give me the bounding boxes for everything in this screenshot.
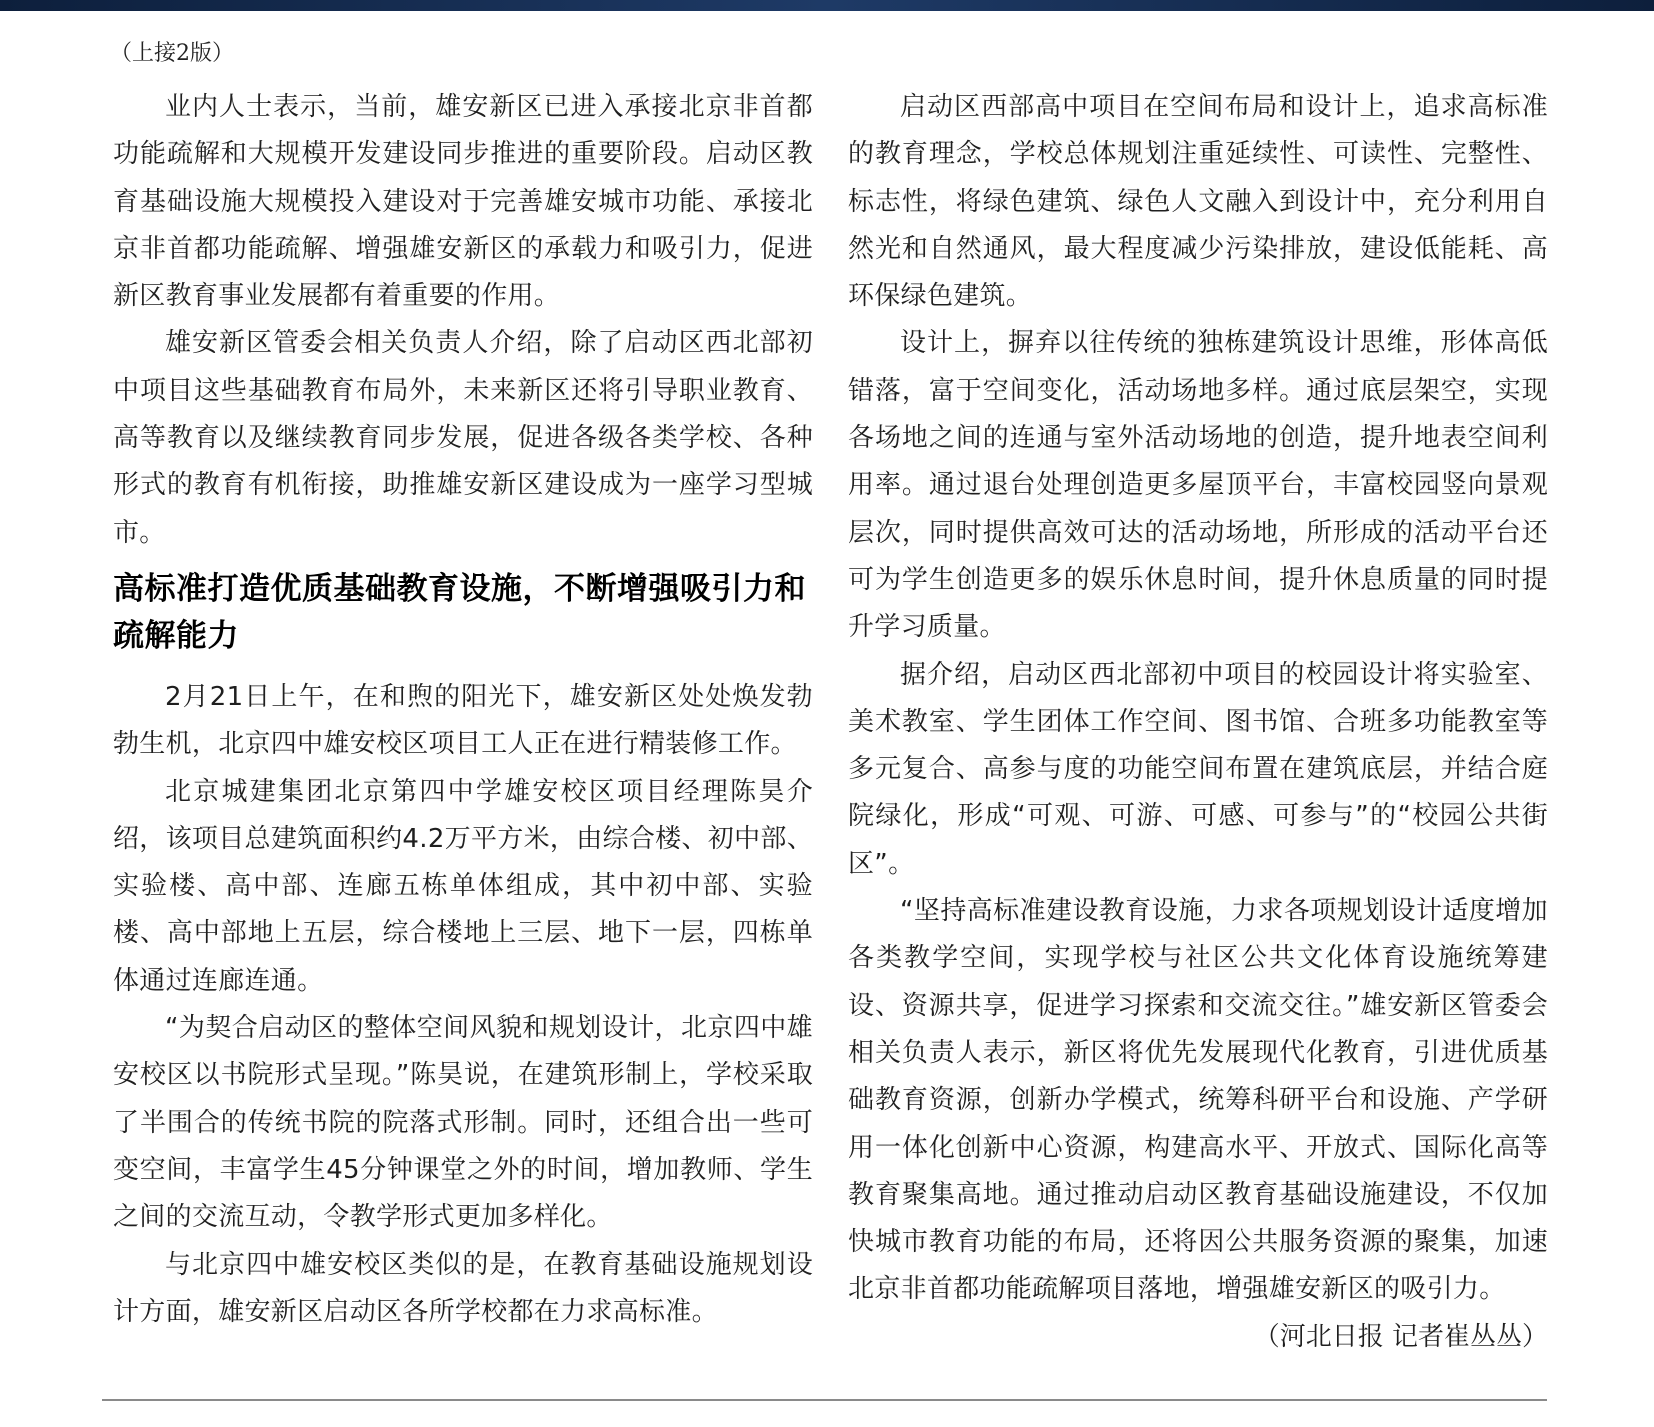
article-paragraph: “坚持高标准建设教育设施，力求各项规划设计适度增加各类教学空间，实现学校与社区公共文化体育设施统筹建设、资源共享，促进学习探索和交流交往。”雄安新区管委会相关负责人表示，新区将优先发展现代化教育，引进优质基础教育资源，创新办学模式，统筹科研平台和设施、产学研用一体化创新中心资源，构建高水平、开放式、国际化高等教育聚集高地。通过推动启动区教育基础设施建设，不仅加快城市教育功能的布局，还将因公共服务资源的聚集，加速北京非首都功能疏解项目落地，增强雄安新区的吸引力。 xyxy=(848,896,1548,1305)
article-paragraph: 业内人士表示，当前，雄安新区已进入承接北京非首都功能疏解和大规模开发建设同步推进的重要阶段。启动区教育基础设施大规模投入建设对于完善雄安城市功能、承接北京非首都功能疏解、增强雄安新区的承载力和吸引力，促进新区教育事业发展都有着重要的作用。 xyxy=(113,92,813,312)
byline: （河北日报 记者崔丛丛） xyxy=(1253,1321,1548,1352)
article-paragraph: 据介绍，启动区西北部初中项目的校园设计将实验室、美术教室、学生团体工作空间、图书馆、合班多功能教室等多元复合、高参与度的功能空间布置在建筑底层，并结合庭院绿化，形成“可观、可游、可感、可参与”的“校园公共街区”。 xyxy=(848,659,1548,879)
article-paragraph: 与北京四中雄安校区类似的是，在教育基础设施规划设计方面，雄安新区启动区各所学校都在力求高标准。 xyxy=(113,1249,813,1327)
article-paragraph: 雄安新区管委会相关负责人介绍，除了启动区西北部初中项目这些基础教育布局外，未来新区还将引导职业教育、高等教育以及继续教育同步发展，促进各级各类学校、各种形式的教育有机衔接，助推雄安新区建设成为一座学习型城市。 xyxy=(113,328,813,548)
continued-from-label: （上接2版） xyxy=(110,41,234,66)
article-paragraph: 北京城建集团北京第四中学雄安校区项目经理陈昊介绍，该项目总建筑面积约4.2万平方米，由综合楼、初中部、实验楼、高中部、连廊五栋单体组成，其中初中部、实验楼、高中部地上五层，综合楼地上三层、地下一层，四栋单体通过连廊连通。 xyxy=(113,776,813,996)
top-banner-bar xyxy=(0,0,1654,11)
right-column xyxy=(848,84,1548,1361)
article-paragraph: 2月21日上午，在和煦的阳光下，雄安新区处处焕发勃勃生机，北京四中雄安校区项目工人正在进行精装修工作。 xyxy=(113,681,813,760)
bottom-divider xyxy=(102,1399,1547,1401)
article-paragraph: 启动区西部高中项目在空间布局和设计上，追求高标准的教育理念，学校总体规划注重延续性、可读性、完整性、标志性，将绿色建筑、绿色人文融入到设计中，充分利用自然光和自然通风，最大程度减少污染排放，建设低能耗、高环保绿色建筑。 xyxy=(848,92,1548,312)
section-heading: 高标准打造优质基础教育设施，不断增强吸引力和疏解能力 xyxy=(113,570,806,654)
article-paragraph: 设计上，摒弃以往传统的独栋建筑设计思维，形体高低错落，富于空间变化，活动场地多样。通过底层架空，实现各场地之间的连通与室外活动场地的创造，提升地表空间利用率。通过退台处理创造更多屋顶平台，丰富校园竖向景观层次，同时提供高效可达的活动场地，所形成的活动平台还可为学生创造更多的娱乐休息时间，提升休息质量的同时提升学习质量。 xyxy=(848,328,1548,643)
article-paragraph: “为契合启动区的整体空间风貌和规划设计，北京四中雄安校区以书院形式呈现。”陈昊说，在建筑形制上，学校采取了半围合的传统书院的院落式形制。同时，还组合出一些可变空间，丰富学生45分钟课堂之外的时间，增加教师、学生之间的交流互动，令教学形式更加多样化。 xyxy=(113,1013,813,1233)
left-column xyxy=(113,84,813,1336)
